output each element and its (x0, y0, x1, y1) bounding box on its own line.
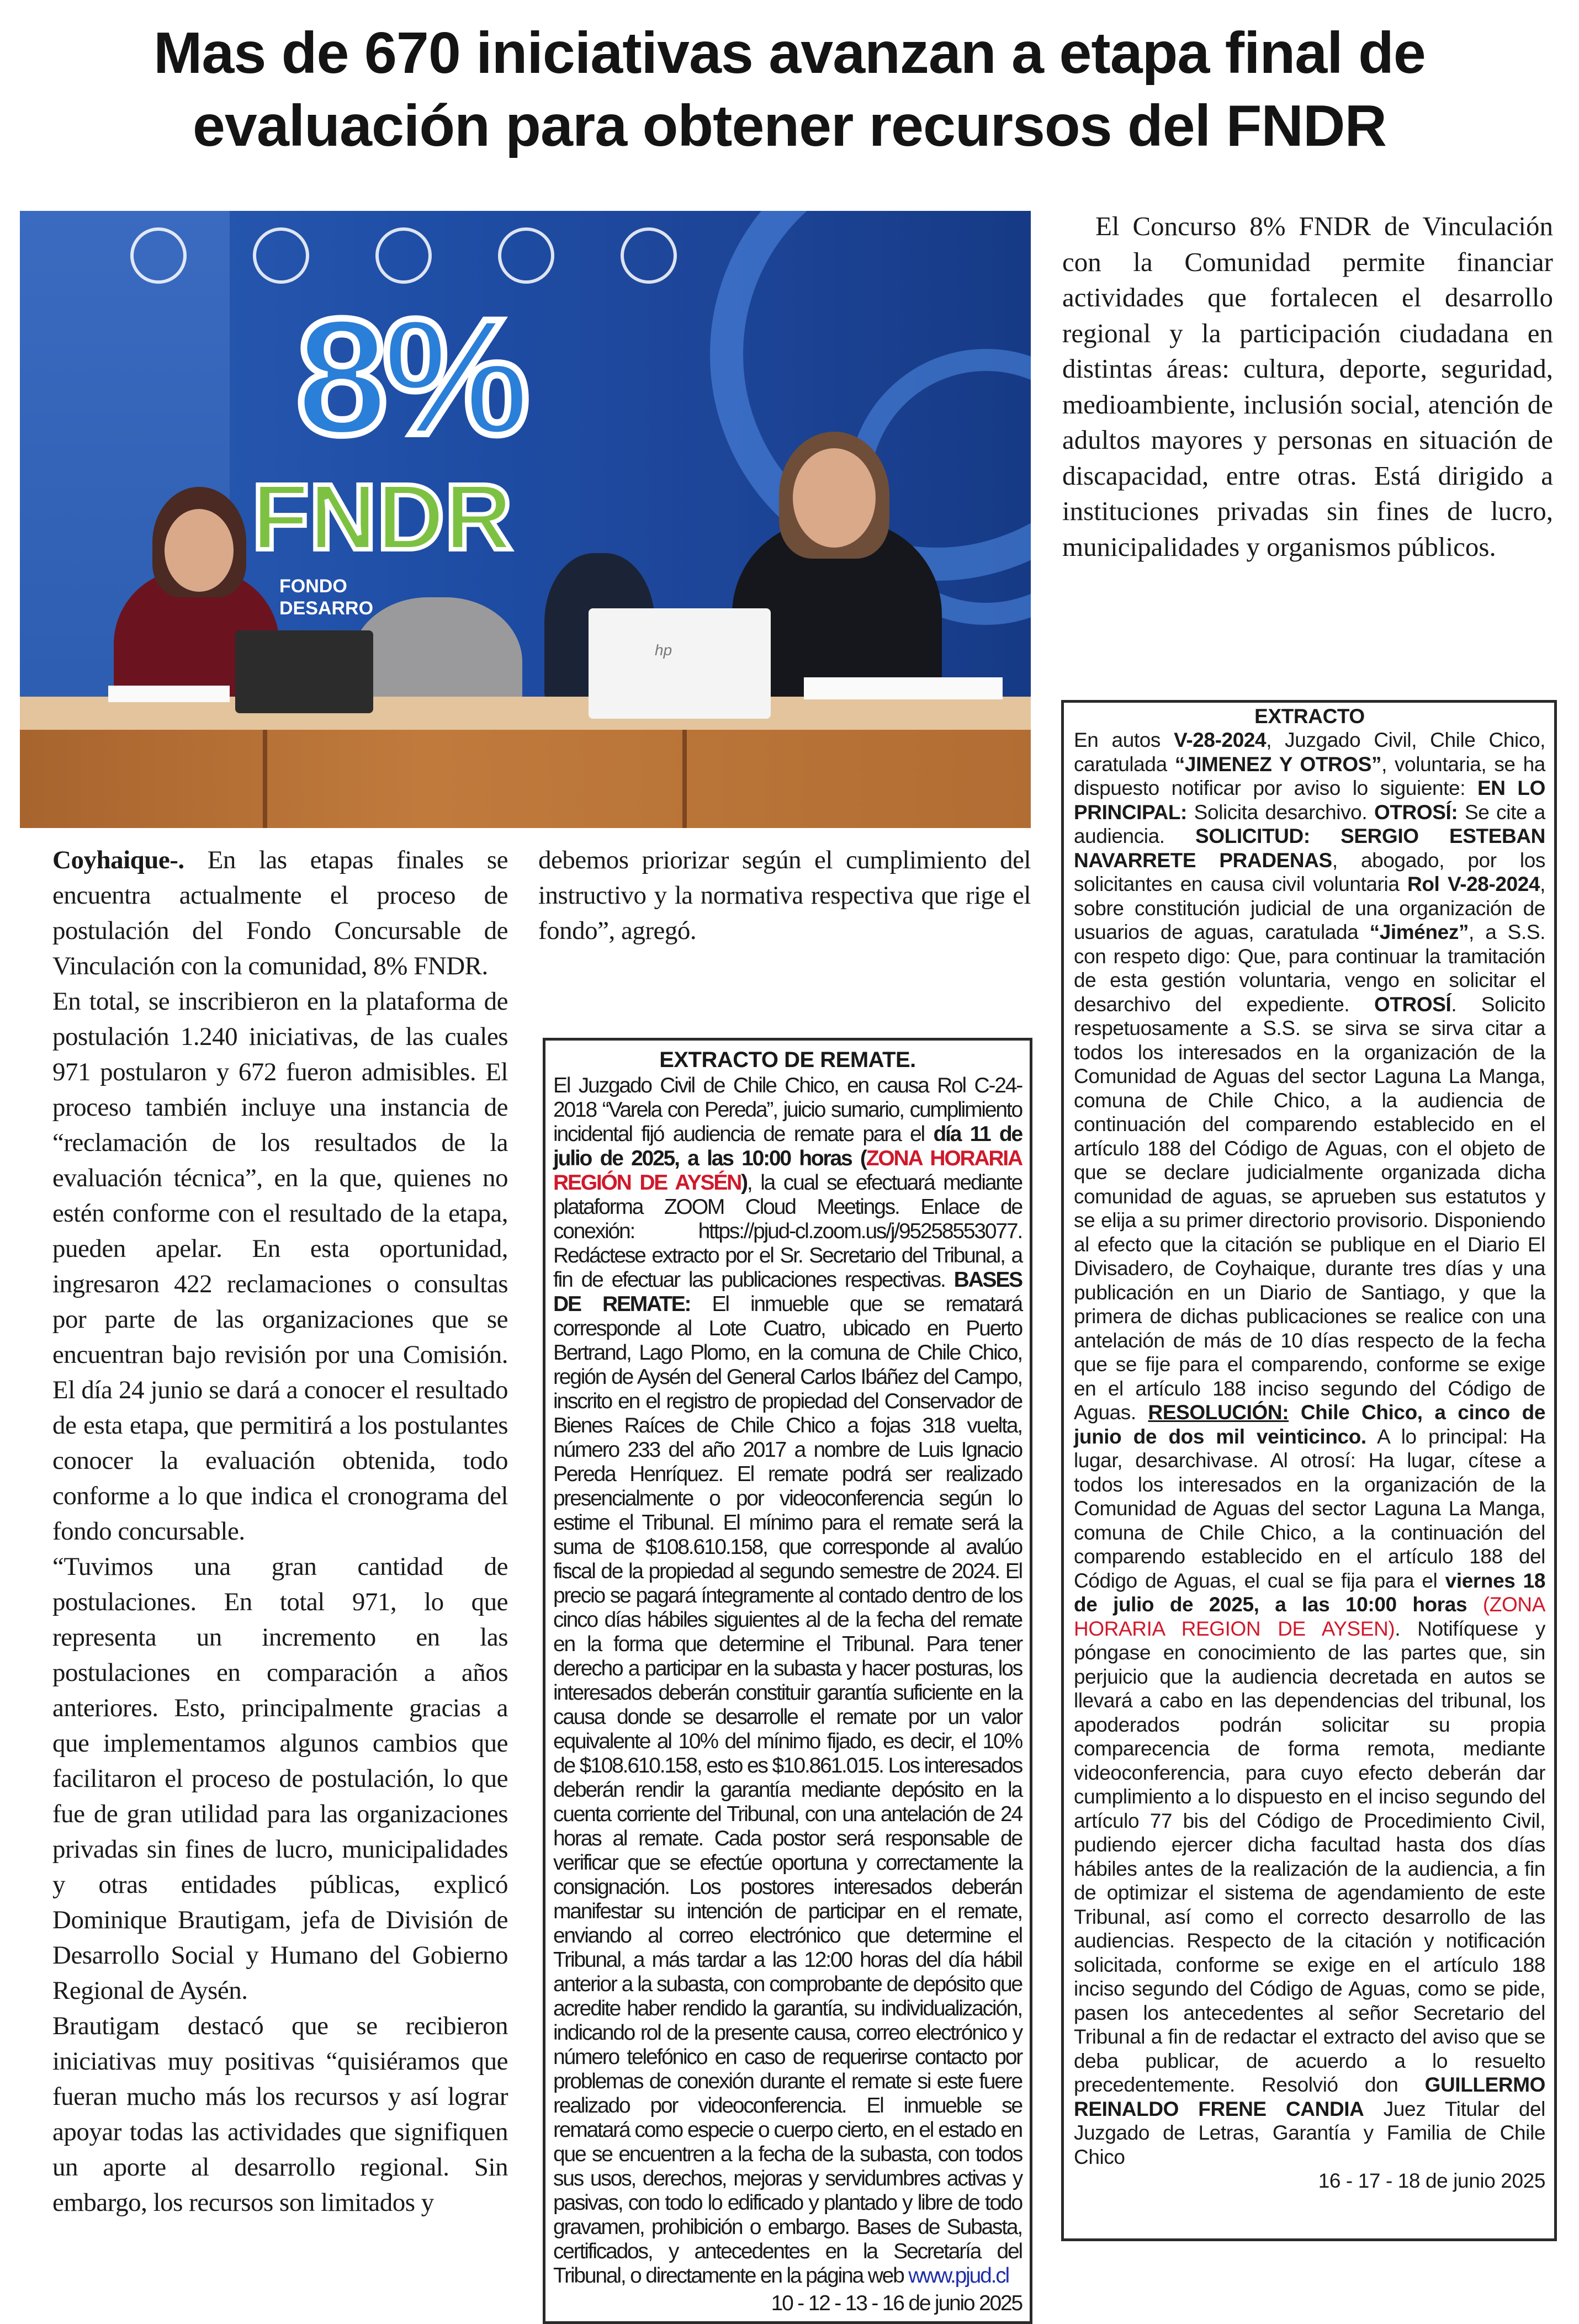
remate-publication-dates: 10 - 12 - 13 - 16 de junio 2025 (771, 2291, 1022, 2315)
article-paragraph-5: debemos priorizar según el cumplimiento del instructivo y la normativa respectiva que rige el fondo”, agregó. (538, 846, 1031, 945)
notice-text-segment: viernes 18 de julio de 2025, a las 10:00 horas (1074, 1569, 1546, 1616)
notice-text-segment: “JIMENEZ Y OTROS” (1174, 752, 1382, 776)
article-paragraph-4: Brautigam destacó que se recibieron iniciativas muy positivas “quisiéramos que fueran mucho más los recursos y así lograr apoyar todas las actividades que signifiquen un aporte al desarrollo regional. Sin embargo, los recursos son limitados y (52, 2012, 508, 2217)
logo-sub-line: FONDO (279, 576, 347, 597)
article-column-1 (52, 842, 508, 2220)
notice-text-segment: V-28-2024 (1174, 729, 1267, 751)
person-right-face (793, 448, 876, 548)
notice-text-segment: (ZONA HORARIA REGION DE AYSEN) (1074, 1593, 1545, 1640)
notice-text-segment: Se cite a audiencia. (1074, 800, 1545, 847)
legal-notice-extracto (1061, 700, 1557, 2241)
notice-text-segment: , la cual se efectuará mediante plataforma ZOOM Cloud Meetings. Enlace de conexión: https://pjud-cl.zoom.us/j/95258553077. Redáctese extracto por el Sr. Secretario del Tribunal, a fin de efectuar las publicaciones respectivas. (553, 1171, 1022, 1292)
headline-line-1: Mas de 670 iniciativas avanzan a etapa final de (153, 20, 1426, 86)
sport-icon (375, 227, 432, 284)
legal-notice-remate (543, 1038, 1032, 2324)
website-link[interactable]: www.pjud.cl (908, 2264, 1009, 2288)
notice-text-segment: SOLICITUD: SERGIO ESTEBAN NAVARRETE PRADENAS (1074, 825, 1545, 872)
fndr-logo-percent: 8% (296, 284, 524, 469)
notice-text-segment (1467, 1593, 1483, 1616)
notice-text-segment: ( (851, 1147, 866, 1170)
person-center-hair (566, 470, 567, 471)
notice-text-segment: , abogado, por los solicitantes en causa civil voluntaria (1074, 848, 1545, 895)
extracto-publication-dates: 16 - 17 - 18 de junio 2025 (1318, 2169, 1545, 2192)
notice-text-segment: A lo principal: Ha lugar, desarchivase. Al otrosí: Ha lugar, cítese a todos los interesados en la organización de la Comunidad de Aguas del sector Laguna La Manga, comuna de Chile Chico, a la continuación del comparendo establecido en el artículo 188 del Código de Aguas, el cual se fija para el (1074, 1425, 1545, 1592)
desk-panel-line (682, 730, 687, 828)
notice-text-segment: OTROSÍ (1374, 993, 1451, 1016)
notice-text-segment: OTROSÍ: (1374, 800, 1458, 824)
notice-text-segment: Solicita desarchivo. (1186, 800, 1374, 824)
notice-text-segment: ZONA HORARIA REGIÓN DE AYSÉN (553, 1147, 1022, 1195)
fndr-logo-subtitle (279, 575, 373, 619)
desk (20, 730, 1031, 828)
notice-text-segment: Chile Chico, a cinco de junio de dos mil veinticinco. (1074, 1401, 1546, 1448)
community-icon (130, 227, 187, 284)
notice-text-segment: En autos (1074, 729, 1174, 751)
notice-text-segment: . Notifíquese y póngase en conocimiento de las partes que, sin perjuicio que la audiencia decretada en autos se llevará a cabo en las dependencias del tribunal, los apoderados podrán solicitar su propia comparecencia de forma remota, mediante videoconferencia, para cuyo efecto deberán dar cumplimiento a lo dispuesto en el inciso segundo del artículo 77 bis del Código de Procedimiento Civil, pudiendo ejercer dicha facultad hasta dos días hábiles antes de la realización de la audiencia, a fin de optimizar el sistema de agendamiento de este Tribunal, así como el correcto desarrollo de las audiencias. Respecto de la citación y notificación solicitada, conforme se exige en el artículo 188 inciso segundo del Código de Aguas, como se pide, pasen los antecedentes al señor Secretario del Tribunal a fin de redactar el extracto del aviso que se deba publicar, de acuerdo a lo resuelto precedentemente. Resolvió don (1074, 1617, 1545, 2096)
notice-text-segment: El Juzgado Civil de Chile Chico, en causa Rol C-24-2018 “Varela con Pereda”, juicio sumario, cumplimiento incidental fijó audiencia de remate para el (553, 1074, 1022, 1146)
article-paragraph-3: “Tuvimos una gran cantidad de postulaciones. En total 971, lo que representa un incremento en las postulaciones en comparación a años anteriores. Esto, principalmente gracias a que implementamos algunos cambios que facilitaron el proceso de postulación, lo que fue de gran utilidad para las organizaciones privadas sin fines de lucro, municipalidades y otras entidades públicas, explicó Dominique Brautigam, jefa de División de Desarrollo Social y Humano del Gobierno Regional de Aysén. (52, 1552, 508, 2005)
intro-paragraph: El Concurso 8% FNDR de Vinculación con la Comunidad permite financiar actividades que fortalecen el desarrollo regional y la participación ciudadana en distintas áreas: cultura, deporte, seguridad, medioambiente, inclusión social, atención de adultos mayores y personas en situación de discapacidad, entre otras. Está dirigido a instituciones privadas sin fines de lucro, municipalidades y organismos públicos. (1062, 211, 1553, 562)
security-icon (498, 227, 554, 284)
headline-line-2: evaluación para obtener recursos del FNDR (192, 93, 1387, 158)
notice-text-segment: Juez Titular del Juzgado de Letras, Garantía y Familia de Chile Chico (1074, 2097, 1545, 2168)
notice-text-segment: , voluntaria, se ha dispuesto notificar por aviso lo siguiente: (1074, 752, 1545, 799)
notice-text-segment: Rol V-28-2024 (1407, 873, 1540, 895)
notice-text-segment: GUILLERMO REINALDO FRENE CANDIA (1074, 2073, 1545, 2120)
notice-text-segment: “Jiménez” (1369, 921, 1469, 943)
culture-icon (253, 227, 309, 284)
person-left-face (165, 509, 234, 592)
notice-text-segment: , sobre constitución judicial de una organización de usuarios de aguas, caratulada (1074, 873, 1545, 943)
notice-text-segment: RESOLUCIÓN: (1148, 1401, 1289, 1424)
environment-icon (621, 227, 677, 284)
article-dateline: Coyhaique-. (52, 846, 184, 874)
notice-text-segment: BASES DE REMATE: (553, 1268, 1022, 1316)
notice-text-segment: El inmueble que se rematará corresponde al Lote Cuatro, ubicado en Puerto Bertrand, Lago Plomo, en la comuna de Chile Chico, región de Aysén del General Carlos Ibáñez del Campo, inscrito en el registro de propiedad del Conservador de Bienes Raíces de Chile Chico a fojas 318 vuelta, número 233 del año 2017 a nombre de Luis Ignacio Pereda Henríquez. El remate podrá ser realizado presencialmente o por videoconferencia según lo estime el Tribunal. El mínimo para el remate será la suma de $108.610.158, que corresponde al avalúo fiscal de la propiedad al segundo semestre de 2024. El precio se pagará íntegramente al contado dentro de los cinco días hábiles siguientes al de la fecha del remate en la forma que determine el Tribunal. Para tener derecho a participar en la subasta y hacer posturas, los interesados deberán constituir garantía suficiente en la causa donde se desarrolle el remate por un valor equivalente al 10% del mínimo fijado, es decir, el 10% de $108.610.158, esto es $10.861.015. Los interesados deberán rendir la garantía mediante depósito en la cuenta corriente del Tribunal, con una antelación de 24 horas al remate. Cada postor será responsable de verificar que se efectúe oportuna y correctamente la consignación. Los postores interesados deberán manifestar su intención de participar en el remate, enviando al correo electrónico que determine el Tribunal, a más tardar a las 12:00 horas del día hábil anterior a la subasta, con comprobante de depósito que acredite haber rendido la garantía, su individualización, indicando rol de la presente causa, correo electrónico y número telefónico en caso de requerirse contacto por problemas de conexión durante el remate si este fuere realizado por videoconferencia. El inmueble se rematará como especie o cuerpo cierto, en el estado en que se encuentren a la fecha de la subasta, con todos sus usos, derechos, mejoras y servidumbres activas y pasivas, con todo lo edificado y plantado y libre de todo gravamen, prohibición o embargo. Bases de Subasta, certificados, y antecedentes en la Secretaría del Tribunal, o directamente en la página web (553, 1292, 1022, 2288)
logo-sub-line: DESARRO (279, 598, 374, 619)
papers (108, 686, 230, 702)
article-paragraph-2: En total, se inscribieron en la plataforma de postulación 1.240 iniciativas, de las cuales 971 postularon y 672 fueron admisibles. El proceso también incluye una instancia de “reclamación de los resultados de la evaluación técnica”, en la que, quienes no estén conforme con el resultado de la etapa, pueden apelar. En esta oportunidad, ingresaron 422 reclamaciones o consultas por parte de las organizaciones que se encuentran bajo revisión por una Comisión. El día 24 junio se dará a conocer el resultado de esta etapa, que permitirá a los postulantes conocer la evaluación obtenida, todo conforme a lo que indica el cronograma del fondo concursable. (52, 987, 508, 1546)
extracto-title: EXTRACTO (1254, 705, 1365, 728)
laptop-brand: hp (655, 641, 672, 659)
notice-text-segment: , a S.S. con respeto digo: Que, para continuar la tramitación de esta gestión voluntaria, vengo en solicitar el desarchivo del expediente. (1074, 921, 1545, 1016)
notice-text-segment: día 11 de julio de 2025, a las 10:00 horas (553, 1122, 1022, 1170)
article-paragraph-1: En las etapas finales se encuentra actualmente el proceso de postulación del Fondo Concursable de Vinculación con la comunidad, 8% FNDR. (52, 846, 508, 980)
notice-text-segment: . Solicito respetuosamente a S.S. se sirva se sirva citar a todos los interesados en la organización de la Comunidad de Aguas del sector Laguna La Manga, comuna de Chile Chico, a la audiencia de continuación del comparendo establecido en el artículo 188 del Código de Aguas, con el objeto de que se declare judicialmente organizada dicha comunidad de aguas, se aprueben sus estatutos y se elija a su primer directorio provisorio. Disponiendo al efecto que la citación se publique en el Diario El Divisadero, de Coyhaique, durante tres días y una publicación en un Diario de Santiago, y que la primera de dichas publicaciones se realice con una antelación de más de 10 días respecto de la fecha que se fije para el comparendo, conforme se exige en el artículo 188 inciso segundo del Código de Aguas. (1074, 993, 1545, 1424)
remate-title: EXTRACTO DE REMATE. (659, 1048, 916, 1072)
notice-text-segment: ) (741, 1171, 747, 1195)
photo-category-icons (130, 227, 677, 284)
article-column-2 (538, 842, 1031, 948)
extracto-body (1074, 728, 1545, 2169)
news-photo (20, 211, 1031, 828)
remate-body (553, 1074, 1022, 2288)
notice-text-segment: EN LO PRINCIPAL: (1074, 777, 1545, 824)
laptop-white (589, 608, 771, 719)
headline (0, 17, 1579, 162)
laptop-dark (235, 630, 373, 713)
notice-text-segment: , Juzgado Civil, Chile Chico, caratulada (1074, 729, 1545, 776)
desk-panel-line (263, 730, 267, 828)
fndr-logo-name: FNDR (252, 465, 513, 570)
papers (804, 677, 1003, 699)
